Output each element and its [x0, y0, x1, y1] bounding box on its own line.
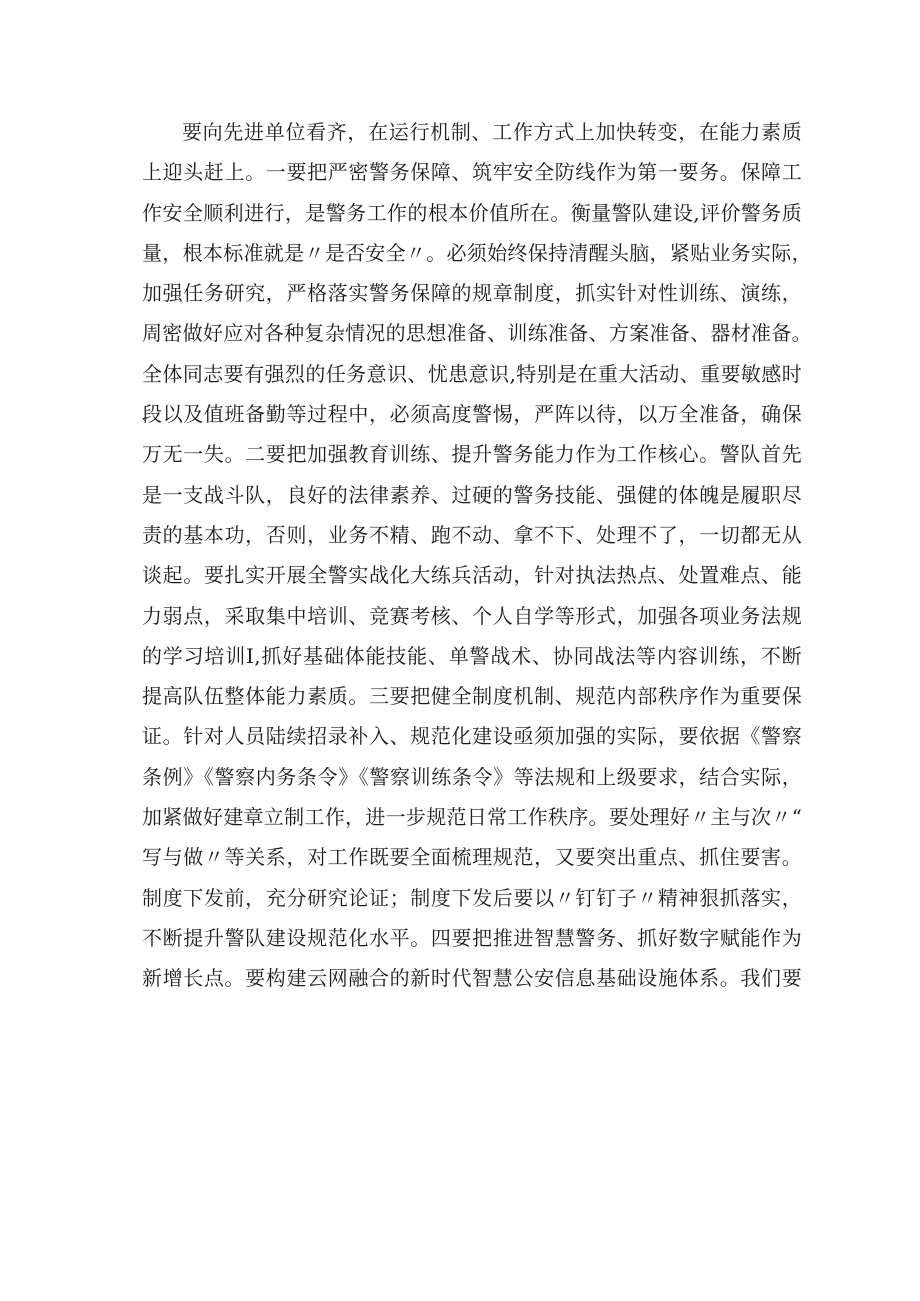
text-line: 不断提升警队建设规范化水平。四要把推进智慧警务、抓好数字赋能作为: [142, 925, 802, 950]
text-line: 上迎头赶上。一要把严密警务保障、筑牢安全防线作为第一要务。保障工: [142, 160, 802, 185]
text-line: 写与做〃等关系，对工作既要全面梳理规范，又要突出重点、抓住要害。: [142, 845, 802, 870]
text-line: 制度下发前，充分研究论证；制度下发后要以〃钉钉子〃精神狠抓落实，: [142, 885, 802, 910]
text-line: 周密做好应对各种复杂情况的思想准备、训练准备、方案准备、器材准备。: [142, 321, 812, 346]
text-line: 要向先进单位看齐，在运行机制、工作方式上加快转变，在能力素质: [182, 120, 802, 144]
text-line: 加强任务研究，严格落实警务保障的规章制度，抓实针对性训练、演练，: [142, 281, 802, 306]
text-line: 是一支战斗队，良好的法律素养、过硬的警务技能、强健的体魄是履职尽: [142, 482, 802, 507]
text-line: 段以及值班备勤等过程中，必须高度警惕，严阵以待，以万全准备，确保: [142, 402, 802, 427]
body-paragraph: [142, 112, 812, 999]
text-line: 提高队伍整体能力素质。三要把健全制度机制、规范内部秩序作为重要保: [142, 684, 802, 709]
text-line: 新增长点。要构建云网融合的新时代智慧公安信息基础设施体系。我们要: [142, 966, 802, 991]
text-line: 万无一失。二要把加强教育训练、提升警务能力作为工作核心。警队首先: [142, 442, 802, 467]
text-line: 加紧做好建章立制工作，进一步规范日常工作秩序。要处理好〃主与次〃“: [142, 805, 803, 830]
text-line: 谈起。要扎实开展全警实战化大练兵活动，针对执法热点、处置难点、能: [142, 563, 802, 588]
text-line: 责的基本功，否则，业务不精、跑不动、拿不下、处理不了，一切都无从: [142, 522, 802, 547]
text-line: 量，根本标准就是〃是否安全〃。必须始终保持清醒头脑，紧贴业务实际，: [142, 240, 812, 265]
text-line: 条例》《警察内务条令》《警察训练条令》等法规和上级要求，结合实际，: [142, 764, 802, 789]
text-line: 证。针对人员陆续招录补入、规范化建设亟须加强的实际，要依据《警察: [142, 724, 802, 749]
text-line: 力弱点，采取集中培训、竞赛考核、个人自学等形式，加强各项业务法规: [142, 603, 802, 628]
text-line: 作安全顺利进行，是警务工作的根本价值所在。衡量警队建设,评价警务质: [142, 200, 802, 225]
text-line: 全体同志要有强烈的任务意识、忧患意识,特别是在重大活动、重要敏感时: [142, 361, 802, 386]
text-line: 的学习培训I,抓好基础体能技能、单警战术、协同战法等内容训练，不断: [142, 643, 802, 668]
